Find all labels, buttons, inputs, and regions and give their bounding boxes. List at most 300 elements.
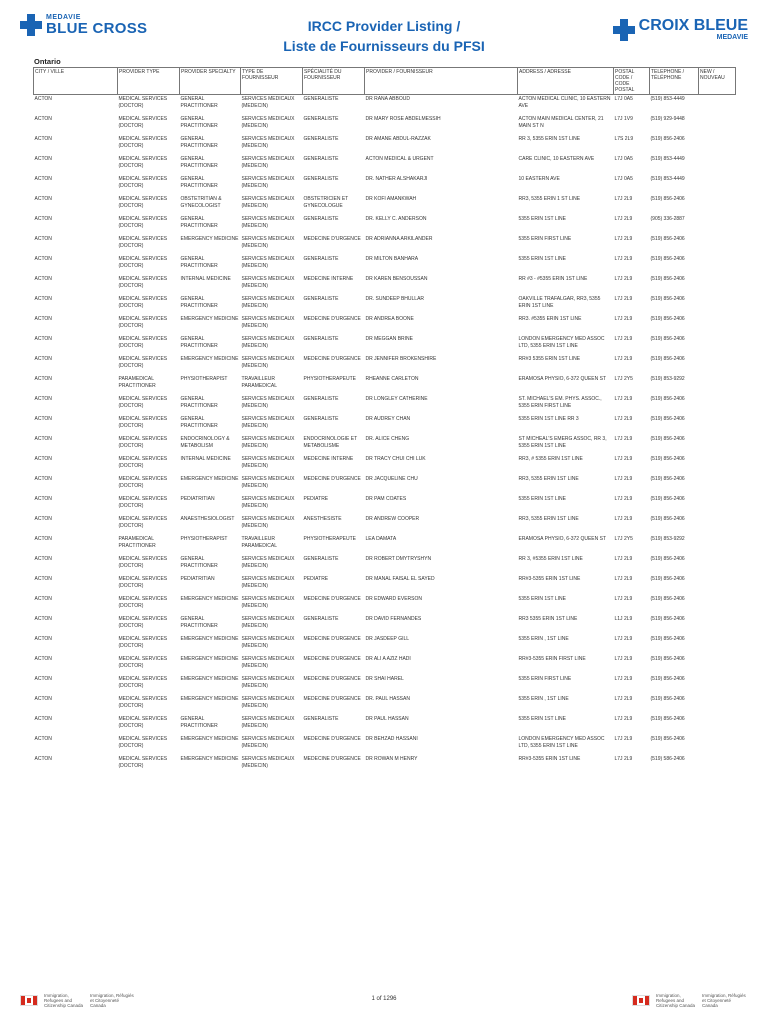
- blue-cross-icon: [613, 19, 635, 41]
- table-cell: LONDON EMERGENCY MED ASSOC LTD, 5355 ERIN 1ST LINE: [518, 736, 605, 749]
- table-cell: DR TRACY CHUI CHI LUK: [365, 456, 426, 462]
- table-cell: ERAMOSA PHYSIO, 6-372 QUEEN ST: [518, 536, 607, 542]
- table-cell: DR AUDREY CHAN: [365, 416, 411, 422]
- table-cell: L7J 2L9: [614, 696, 633, 702]
- table-cell: L7J 2L9: [614, 436, 633, 442]
- table-cell: L7J 2L9: [614, 756, 633, 762]
- table-cell: [699, 535, 736, 555]
- logo-right-big: CROIX BLEUE: [638, 17, 748, 34]
- table-cell: 5355 ERIN 1ST LINE: [518, 256, 566, 262]
- table-cell: (519) 856-2406: [650, 716, 685, 722]
- table-cell: RR3. #5355 ERIN 1ST LINE: [518, 316, 582, 322]
- table-cell: DR MANAL FAISAL EL SAYED: [365, 576, 435, 582]
- table-cell: GENERAL PRACTITIONER: [180, 176, 218, 189]
- table-cell: DR ROBERT DMYTRYSHYN: [365, 556, 432, 562]
- table-cell: MEDICAL SERVICES (DOCTOR): [118, 756, 168, 769]
- table-row: [34, 415, 736, 435]
- table-cell: RR3, 5355 ERIN 1ST LINE: [518, 476, 579, 482]
- gov-name-fr: Immigration, Réfugiés et Citoyenneté Canada: [90, 993, 134, 1008]
- table-cell: EMERGENCY MEDICINE: [180, 656, 239, 662]
- table-cell: [699, 415, 736, 435]
- table-cell: L7J 2L9: [614, 456, 633, 462]
- table-cell: EMERGENCY MEDICINE: [180, 676, 239, 682]
- table-cell: [699, 655, 736, 675]
- table-cell: SERVICES MEDICAUX (MEDECIN): [241, 436, 295, 449]
- table-cell: ST. MICHAEL'S EM. PHYS. ASSOC., 5355 ERIN FIRST LINE: [518, 396, 602, 409]
- table-cell: SERVICES MEDICAUX (MEDECIN): [241, 156, 295, 169]
- column-header: POSTAL CODE / CODE POSTAL: [614, 68, 650, 95]
- table-cell: ACTON: [34, 716, 52, 722]
- table-row: [34, 655, 736, 675]
- table-cell: ACTON: [34, 276, 52, 282]
- table-cell: ACTON: [34, 236, 52, 242]
- table-cell: ACTON: [34, 476, 52, 482]
- table-cell: LEA DAMATA: [365, 536, 397, 542]
- table-header-row: [34, 68, 736, 95]
- table-cell: ACTON: [34, 456, 52, 462]
- table-cell: GENERAL PRACTITIONER: [180, 716, 218, 729]
- table-row: [34, 295, 736, 315]
- table-cell: PARAMEDICAL PRACTITIONER: [118, 376, 156, 389]
- table-cell: PEDIATRE: [303, 576, 329, 582]
- table-cell: GENERALISTE: [303, 256, 339, 262]
- table-cell: (519) 856-2406: [650, 636, 685, 642]
- table-cell: MEDECINE INTERNE: [303, 456, 354, 462]
- table-cell: DR ALI A AZIZ HADI: [365, 656, 411, 662]
- table-cell: L7J 0A5: [614, 176, 633, 182]
- table-cell: PHYSIOTHERAPIST: [180, 376, 228, 382]
- table-cell: (519) 856-2406: [650, 596, 685, 602]
- table-cell: MEDICAL SERVICES (DOCTOR): [118, 256, 168, 269]
- table-cell: GENERAL PRACTITIONER: [180, 156, 218, 169]
- table-cell: LONDON EMERGENCY MED ASSOC LTD, 5355 ERIN 1ST LINE: [518, 336, 605, 349]
- table-cell: (519) 856-2406: [650, 276, 685, 282]
- table-cell: GENERALISTE: [303, 156, 339, 162]
- table-cell: MEDICAL SERVICES (DOCTOR): [118, 456, 168, 469]
- table-cell: MEDICAL SERVICES (DOCTOR): [118, 176, 168, 189]
- table-row: [34, 495, 736, 515]
- table-cell: MEDECINE INTERNE: [303, 276, 354, 282]
- table-cell: DR MILTON BANHARA: [365, 256, 419, 262]
- table-cell: (519) 853-9292: [650, 536, 685, 542]
- table-cell: (519) 856-2406: [650, 556, 685, 562]
- table-cell: [699, 295, 736, 315]
- table-cell: L7J 2L9: [614, 656, 633, 662]
- table-cell: INTERNAL MEDICINE: [180, 276, 231, 282]
- table-cell: MEDECINE D'URGENCE: [303, 636, 361, 642]
- table-cell: L7S 2L9: [614, 136, 634, 142]
- table-cell: ACTON: [34, 536, 52, 542]
- table-cell: PEDIATRE: [303, 496, 329, 502]
- table-cell: (519) 856-2406: [650, 516, 685, 522]
- table-cell: MEDICAL SERVICES (DOCTOR): [118, 396, 168, 409]
- table-cell: [699, 695, 736, 715]
- table-cell: SERVICES MEDICAUX (MEDECIN): [241, 556, 295, 569]
- table-row: [34, 215, 736, 235]
- table-cell: RR#3-5355 ERIN 1ST LINE: [518, 756, 581, 762]
- table-cell: SERVICES MEDICAUX (MEDECIN): [241, 116, 295, 129]
- table-row: [34, 135, 736, 155]
- table-cell: ACTON: [34, 616, 52, 622]
- table-cell: (519) 856-2406: [650, 296, 685, 302]
- table-cell: GENERAL PRACTITIONER: [180, 416, 218, 429]
- table-cell: SERVICES MEDICAUX (MEDECIN): [241, 196, 295, 209]
- table-cell: MEDECINE D'URGENCE: [303, 596, 361, 602]
- table-row: [34, 455, 736, 475]
- table-cell: (519) 929-9448: [650, 116, 685, 122]
- column-header: ADDRESS / ADRESSE: [518, 68, 614, 95]
- table-cell: MEDICAL SERVICES (DOCTOR): [118, 496, 168, 509]
- table-cell: [699, 155, 736, 175]
- table-row: [34, 95, 736, 116]
- table-cell: ACTON: [34, 656, 52, 662]
- table-cell: ACTON: [34, 736, 52, 742]
- column-header: PROVIDER SPECIALTY: [180, 68, 241, 95]
- table-cell: ANAESTHESIOLOGIST: [180, 516, 235, 522]
- table-cell: DR RANA ABBOUD: [365, 96, 410, 102]
- table-cell: EMERGENCY MEDICINE: [180, 316, 239, 322]
- table-cell: PARAMEDICAL PRACTITIONER: [118, 536, 156, 549]
- table-cell: GENERAL PRACTITIONER: [180, 136, 218, 149]
- table-cell: MEDECINE D'URGENCE: [303, 756, 361, 762]
- table-row: [34, 535, 736, 555]
- table-cell: ERAMOSA PHYSIO, 6-372 QUEEN ST: [518, 376, 607, 382]
- table-cell: L7J 0A5: [614, 96, 633, 102]
- table-cell: (519) 856-2406: [650, 656, 685, 662]
- table-cell: L7J 2L9: [614, 216, 633, 222]
- table-cell: MEDICAL SERVICES (DOCTOR): [118, 516, 168, 529]
- table-cell: DR MARY ROSE ABDELMESSIH: [365, 116, 441, 122]
- table-cell: ACTON: [34, 376, 52, 382]
- table-cell: [699, 375, 736, 395]
- table-cell: SERVICES MEDICAUX (MEDECIN): [241, 336, 295, 349]
- table-cell: L7J 2L9: [614, 516, 633, 522]
- table-cell: ANESTHESISTE: [303, 516, 342, 522]
- table-cell: GENERALISTE: [303, 416, 339, 422]
- table-cell: GENERALISTE: [303, 716, 339, 722]
- table-cell: MEDICAL SERVICES (DOCTOR): [118, 636, 168, 649]
- table-row: [34, 335, 736, 355]
- table-cell: L7J 2L9: [614, 476, 633, 482]
- table-cell: DR ANDREA BOONE: [365, 316, 414, 322]
- table-cell: TRAVAILLEUR PARAMEDICAL: [241, 536, 277, 549]
- table-cell: EMERGENCY MEDICINE: [180, 356, 239, 362]
- table-cell: DR BEHZAD HASSANI: [365, 736, 418, 742]
- table-cell: SERVICES MEDICAUX (MEDECIN): [241, 496, 295, 509]
- table-cell: GENERALISTE: [303, 216, 339, 222]
- table-cell: GENERAL PRACTITIONER: [180, 396, 218, 409]
- table-cell: [699, 95, 736, 116]
- table-cell: DR MEGGAN BRINE: [365, 336, 414, 342]
- table-cell: L1J 2L9: [614, 616, 633, 622]
- gov-name-fr: Immigration, Réfugiés et Citoyenneté Canada: [702, 993, 746, 1008]
- table-row: [34, 275, 736, 295]
- table-row: [34, 475, 736, 495]
- table-cell: L7J 2L9: [614, 596, 633, 602]
- table-cell: GENERALISTE: [303, 396, 339, 402]
- table-cell: L7J 2L9: [614, 396, 633, 402]
- table-cell: MEDECINE D'URGENCE: [303, 476, 361, 482]
- table-cell: MEDICAL SERVICES (DOCTOR): [118, 656, 168, 669]
- table-row: [34, 715, 736, 735]
- table-cell: GENERAL PRACTITIONER: [180, 336, 218, 349]
- title-line-2: Liste de Fournisseurs du PFSI: [283, 38, 485, 54]
- table-cell: RR#3-5355 ERIN 1ST LINE: [518, 576, 581, 582]
- table-cell: RR 3, #5355 ERIN 1ST LINE: [518, 556, 583, 562]
- table-cell: ACTON MEDICAL CLINIC, 10 EASTERN AVE: [518, 96, 611, 109]
- gov-name-en: Immigration, Refugees and Citizenship Canada: [656, 993, 696, 1008]
- table-cell: PEDIATRITIAN: [180, 576, 215, 582]
- table-cell: L7J 2L9: [614, 356, 633, 362]
- table-cell: [699, 335, 736, 355]
- table-cell: MEDECINE D'URGENCE: [303, 676, 361, 682]
- column-header: PROVIDER TYPE: [118, 68, 180, 95]
- page-header: [0, 0, 768, 62]
- table-row: [34, 575, 736, 595]
- table-cell: MEDICAL SERVICES (DOCTOR): [118, 556, 168, 569]
- table-cell: MEDECINE D'URGENCE: [303, 736, 361, 742]
- gov-name-en: Immigration, Refugees and Citizenship Canada: [44, 993, 84, 1008]
- table-cell: PEDIATRITIAN: [180, 496, 215, 502]
- table-cell: GENERAL PRACTITIONER: [180, 96, 218, 109]
- table-cell: L7J 2L9: [614, 676, 633, 682]
- table-cell: (519) 856-2406: [650, 616, 685, 622]
- table-cell: EMERGENCY MEDICINE: [180, 696, 239, 702]
- table-cell: GENERAL PRACTITIONER: [180, 116, 218, 129]
- table-cell: [699, 395, 736, 415]
- table-row: [34, 175, 736, 195]
- table-cell: (519) 856-2406: [650, 236, 685, 242]
- table-cell: SERVICES MEDICAUX (MEDECIN): [241, 576, 295, 589]
- table-cell: SERVICES MEDICAUX (MEDECIN): [241, 236, 295, 249]
- table-cell: L7J 2L9: [614, 636, 633, 642]
- table-cell: PHYSIOTHERAPEUTE: [303, 376, 357, 382]
- table-cell: 5355 ERIN , 1ST LINE: [518, 696, 569, 702]
- table-cell: SERVICES MEDICAUX (MEDECIN): [241, 596, 295, 609]
- table-cell: MEDICAL SERVICES (DOCTOR): [118, 436, 168, 449]
- table-cell: SERVICES MEDICAUX (MEDECIN): [241, 216, 295, 229]
- table-row: [34, 635, 736, 655]
- table-cell: (519) 853-4449: [650, 96, 685, 102]
- table-cell: SERVICES MEDICAUX (MEDECIN): [241, 356, 295, 369]
- table-cell: (519) 853-4449: [650, 156, 685, 162]
- province-label: Ontario: [34, 57, 61, 66]
- table-row: [34, 735, 736, 755]
- table-cell: MEDICAL SERVICES (DOCTOR): [118, 96, 168, 109]
- table-cell: 5355 ERIN 1ST LINE: [518, 216, 566, 222]
- table-cell: [699, 135, 736, 155]
- table-cell: GENERALISTE: [303, 116, 339, 122]
- column-header: TELEPHONE / TÉLÉPHONE: [650, 68, 699, 95]
- table-cell: DR EDWARD EVERSON: [365, 596, 422, 602]
- table-cell: (519) 856-2406: [650, 256, 685, 262]
- table-cell: GENERALISTE: [303, 296, 339, 302]
- table-cell: RR #3 - #5355 ERIN 1ST LINE: [518, 276, 588, 282]
- table-cell: SERVICES MEDICAUX (MEDECIN): [241, 516, 295, 529]
- table-cell: DR. ALICE CHENG: [365, 436, 410, 442]
- table-cell: [699, 255, 736, 275]
- table-cell: L7J 2Y5: [614, 536, 633, 542]
- table-cell: SERVICES MEDICAUX (MEDECIN): [241, 716, 295, 729]
- table-cell: SERVICES MEDICAUX (MEDECIN): [241, 696, 295, 709]
- table-cell: (519) 856-2406: [650, 576, 685, 582]
- table-cell: L7J 0A5: [614, 156, 633, 162]
- table-cell: L7J 2L9: [614, 196, 633, 202]
- table-cell: [699, 455, 736, 475]
- table-cell: MEDICAL SERVICES (DOCTOR): [118, 716, 168, 729]
- table-cell: 5355 ERIN 1ST LINE RR 3: [518, 416, 579, 422]
- table-cell: DR DAVID FERNANDES: [365, 616, 422, 622]
- table-cell: [699, 175, 736, 195]
- table-cell: GENERAL PRACTITIONER: [180, 256, 218, 269]
- table-cell: INTERNAL MEDICINE: [180, 456, 231, 462]
- table-cell: RR 3, 5355 ERIN 1ST LINE: [518, 136, 581, 142]
- table-cell: ACTON: [34, 416, 52, 422]
- table-cell: (519) 856-2406: [650, 196, 685, 202]
- table-cell: ACTON MAIN MEDICAL CENTER, 21 MAIN ST N: [518, 116, 604, 129]
- table-row: [34, 435, 736, 455]
- table-cell: L7J 2L9: [614, 276, 633, 282]
- table-row: [34, 615, 736, 635]
- page-number: 1 of 1296: [371, 996, 397, 1002]
- table-cell: MEDICAL SERVICES (DOCTOR): [118, 676, 168, 689]
- table-row: [34, 675, 736, 695]
- table-cell: SERVICES MEDICAUX (MEDECIN): [241, 276, 295, 289]
- table-cell: [699, 315, 736, 335]
- table-cell: MEDICAL SERVICES (DOCTOR): [118, 196, 168, 209]
- table-cell: PHYSIOTHERAPEUTE: [303, 536, 357, 542]
- table-cell: L7J 2L9: [614, 736, 633, 742]
- table-cell: [699, 555, 736, 575]
- table-cell: GENERAL PRACTITIONER: [180, 556, 218, 569]
- table-cell: L7J 2L9: [614, 296, 633, 302]
- table-cell: SERVICES MEDICAUX (MEDECIN): [241, 136, 295, 149]
- table-cell: ACTON: [34, 696, 52, 702]
- column-header: SPÉCIALITÉ DU FOURNISSEUR: [303, 68, 365, 95]
- table-cell: (519) 853-9292: [650, 376, 685, 382]
- croix-bleue-logo: [613, 18, 748, 41]
- title-line-1: IRCC Provider Listing /: [307, 18, 461, 34]
- table-cell: 10 EASTERN AVE: [518, 176, 560, 182]
- table-row: [34, 375, 736, 395]
- table-cell: [699, 755, 736, 775]
- table-cell: RR3, 5355 ERIN 1ST LINE: [518, 516, 579, 522]
- table-cell: ACTON: [34, 576, 52, 582]
- table-row: [34, 695, 736, 715]
- table-cell: ACTON: [34, 156, 52, 162]
- column-header: TYPE DE FOURNISSEUR: [241, 68, 303, 95]
- table-cell: GENERALISTE: [303, 616, 339, 622]
- table-cell: DR. KELLY C. ANDERSON: [365, 216, 427, 222]
- table-cell: ACTON: [34, 596, 52, 602]
- table-cell: [699, 235, 736, 255]
- table-cell: [699, 715, 736, 735]
- table-cell: [699, 735, 736, 755]
- table-cell: DR SHAI HAREL: [365, 676, 404, 682]
- table-cell: ACTON: [34, 336, 52, 342]
- table-cell: L7J 2L9: [614, 556, 633, 562]
- table-cell: ACTON: [34, 96, 52, 102]
- table-cell: PHYSIOTHERAPIST: [180, 536, 228, 542]
- table-cell: DR. NATHER ALSHAKARJI: [365, 176, 428, 182]
- table-cell: ACTON: [34, 676, 52, 682]
- table-cell: L7J 2L9: [614, 236, 633, 242]
- table-cell: (519) 856-2406: [650, 736, 685, 742]
- table-cell: [699, 635, 736, 655]
- table-cell: MEDICAL SERVICES (DOCTOR): [118, 136, 168, 149]
- table-cell: ACTON: [34, 116, 52, 122]
- table-cell: GENERALISTE: [303, 556, 339, 562]
- table-cell: [699, 115, 736, 135]
- table-cell: ACTON: [34, 356, 52, 362]
- table-cell: MEDICAL SERVICES (DOCTOR): [118, 596, 168, 609]
- table-cell: MEDICAL SERVICES (DOCTOR): [118, 576, 168, 589]
- table-cell: EMERGENCY MEDICINE: [180, 476, 239, 482]
- table-cell: L7J 2L9: [614, 256, 633, 262]
- table-cell: (519) 856-2406: [650, 136, 685, 142]
- table-cell: RR3 5355 ERIN 1ST LINE: [518, 616, 578, 622]
- table-cell: MEDECINE D'URGENCE: [303, 236, 361, 242]
- table-cell: ACTON: [34, 436, 52, 442]
- table-row: [34, 315, 736, 335]
- table-cell: DR ROWAN M HENRY: [365, 756, 418, 762]
- table-cell: ENDOCRINOLOGIE ET METABOLISME: [303, 436, 358, 449]
- table-cell: EMERGENCY MEDICINE: [180, 236, 239, 242]
- table-cell: EMERGENCY MEDICINE: [180, 636, 239, 642]
- table-cell: DR ADRIANNA ARKILANDER: [365, 236, 433, 242]
- table-cell: ACTON: [34, 176, 52, 182]
- table-cell: DR. SUNDEEP BHULLAR: [365, 296, 425, 302]
- table-cell: DR AMANE ABDUL-RAZZAK: [365, 136, 431, 142]
- table-cell: ACTON: [34, 256, 52, 262]
- table-cell: DR ANDREW COOPER: [365, 516, 420, 522]
- table-cell: MEDECINE D'URGENCE: [303, 656, 361, 662]
- table-cell: MEDECINE D'URGENCE: [303, 316, 361, 322]
- table-cell: 5355 ERIN FIRST LINE: [518, 676, 572, 682]
- table-cell: (519) 856-2406: [650, 436, 685, 442]
- table-cell: MEDICAL SERVICES (DOCTOR): [118, 236, 168, 249]
- table-cell: SERVICES MEDICAUX (MEDECIN): [241, 676, 295, 689]
- table-cell: ACTON: [34, 636, 52, 642]
- table-cell: MEDICAL SERVICES (DOCTOR): [118, 356, 168, 369]
- table-cell: RR#3-5355 ERIN FIRST LINE: [518, 656, 586, 662]
- table-cell: L7J 2L9: [614, 716, 633, 722]
- table-cell: ACTON: [34, 496, 52, 502]
- table-cell: GENERAL PRACTITIONER: [180, 616, 218, 629]
- table-cell: MEDICAL SERVICES (DOCTOR): [118, 616, 168, 629]
- table-cell: RHEANNE CARLETON: [365, 376, 419, 382]
- table-cell: ACTON: [34, 396, 52, 402]
- table-cell: GENERAL PRACTITIONER: [180, 296, 218, 309]
- table-cell: SERVICES MEDICAUX (MEDECIN): [241, 736, 295, 749]
- table-row: [34, 395, 736, 415]
- table-cell: MEDICAL SERVICES (DOCTOR): [118, 296, 168, 309]
- table-cell: SERVICES MEDICAUX (MEDECIN): [241, 476, 295, 489]
- table-cell: SERVICES MEDICAUX (MEDECIN): [241, 416, 295, 429]
- table-cell: GENERAL PRACTITIONER: [180, 216, 218, 229]
- table-cell: (519) 856-2406: [650, 356, 685, 362]
- table-cell: GENERALISTE: [303, 176, 339, 182]
- table-cell: MEDICAL SERVICES (DOCTOR): [118, 316, 168, 329]
- table-cell: [699, 275, 736, 295]
- table-cell: (519) 586-2406: [650, 756, 685, 762]
- table-cell: MEDICAL SERVICES (DOCTOR): [118, 736, 168, 749]
- table-cell: MEDICAL SERVICES (DOCTOR): [118, 476, 168, 489]
- table-row: [34, 515, 736, 535]
- table-row: [34, 155, 736, 175]
- table-cell: OBSTETRICIEN ET GYNECOLOGUE: [303, 196, 349, 209]
- table-cell: RR3, 5355 ERIN 1 ST LINE: [518, 196, 581, 202]
